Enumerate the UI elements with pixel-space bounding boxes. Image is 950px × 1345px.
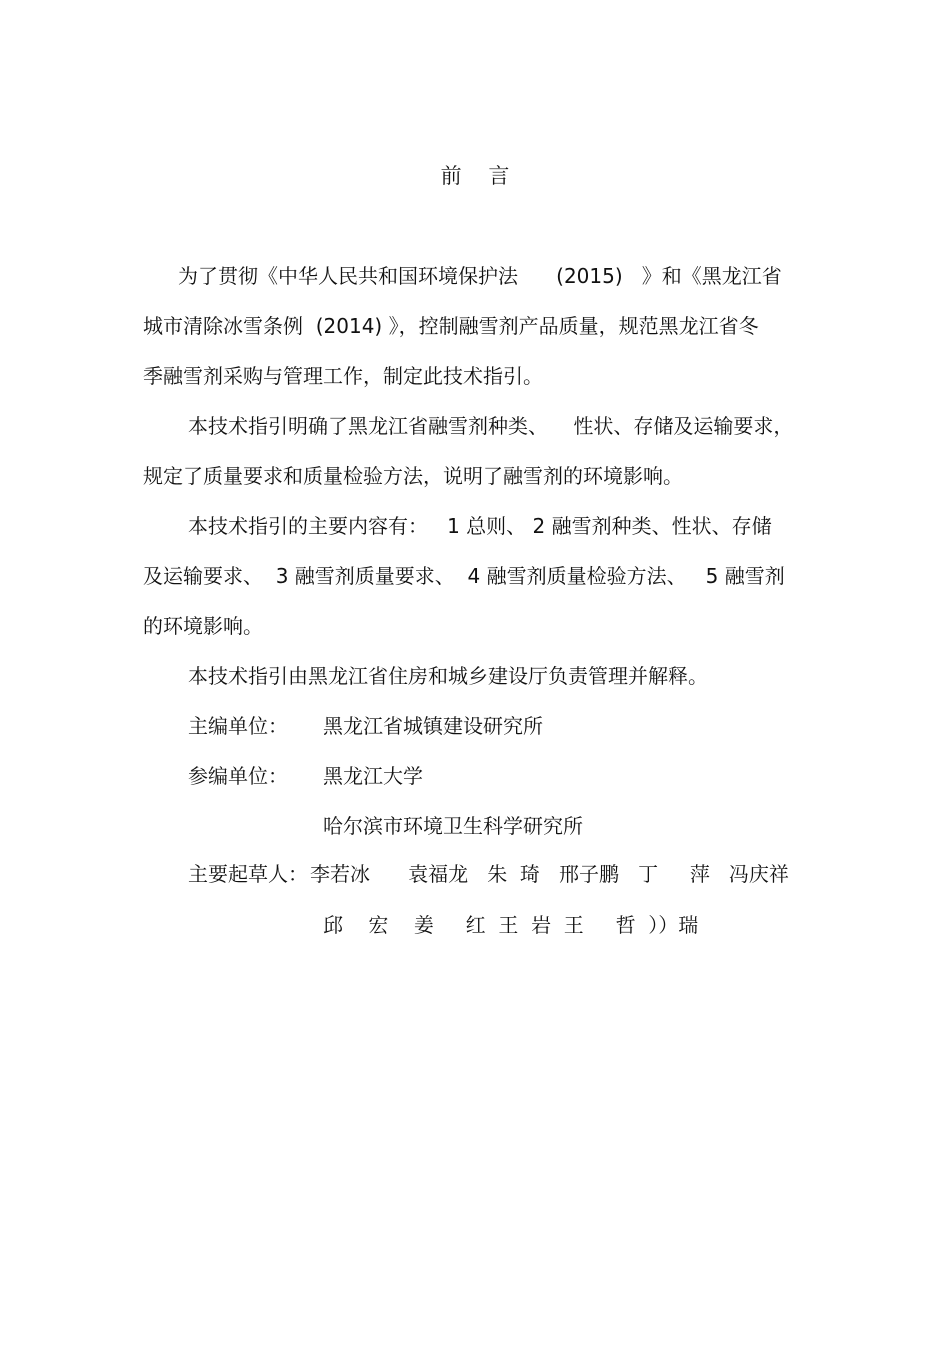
paragraph-1-line-1: 为了贯彻《中华人民共和国环境保护法 (2015) 》和《黑龙江省: [178, 264, 782, 288]
drafters-line-2: 邱 宏 姜 红 王 岩 王 哲 ））瑞: [323, 913, 699, 937]
paragraph-1-line-3: 季融雪剂采购与管理工作，制定此技术指引。: [143, 364, 543, 388]
paragraph-3-line-3: 的环境影响。: [143, 614, 263, 638]
drafters-label: 主要起草人：: [188, 862, 308, 886]
participant-label: 参编单位：: [188, 764, 288, 788]
paragraph-3-line-1: 本技术指引的主要内容有： 1 总则、 2 融雪剂种类、性状、存储: [188, 514, 772, 538]
paragraph-4-line-1: 本技术指引由黑龙江省住房和城乡建设厅负责管理并解释。: [188, 664, 708, 688]
paragraph-1-line-2: 城市清除冰雪条例 (2014) 》，控制融雪剂产品质量，规范黑龙江省冬: [143, 314, 759, 338]
participant-value-2: 哈尔滨市环境卫生科学研究所: [323, 814, 583, 838]
paragraph-3-line-2: 及运输要求、 3 融雪剂质量要求、 4 融雪剂质量检验方法、 5 融雪剂: [143, 564, 785, 588]
chief-editor-value: 黑龙江省城镇建设研究所: [323, 714, 543, 738]
drafters-line-1: 李若冰 袁福龙 朱 琦 邢子鹏 丁 萍 冯庆祥: [310, 862, 789, 886]
paragraph-2-line-1: 本技术指引明确了黑龙江省融雪剂种类、 性状、存储及运输要求，: [188, 414, 794, 438]
page-title: 前 言: [440, 164, 510, 188]
chief-editor-label: 主编单位：: [188, 714, 288, 738]
participant-value-1: 黑龙江大学: [323, 764, 423, 788]
paragraph-2-line-2: 规定了质量要求和质量检验方法，说明了融雪剂的环境影响。: [143, 464, 683, 488]
